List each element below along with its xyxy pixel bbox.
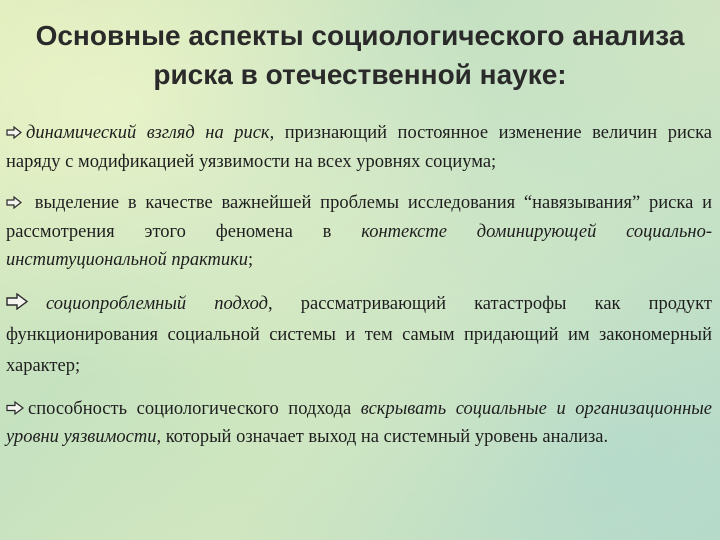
- bullet-1-part-2: , признающий постоянное изменение величин риска наряду с модификацией уязвимости на всех уровнях социума;: [6, 123, 712, 172]
- bullet-list: [6, 119, 712, 452]
- bullet-item-imposed-risk: [6, 189, 712, 275]
- bullet-1-part-1: динамический взгляд на риск: [26, 123, 270, 143]
- bullet-3-part-2: , рассматривающий катастрофы как продукт функционирования социальной системы и тем самым придающий им закономерный характер;: [6, 293, 712, 376]
- slide-title: [10, 16, 710, 94]
- bullet-2-part-3: ;: [248, 250, 254, 270]
- hollow-arrow-right-icon: [6, 196, 22, 209]
- hollow-arrow-right-icon: [6, 293, 28, 310]
- bullet-item-sociological-capacity: [6, 395, 712, 452]
- hollow-arrow-right-icon: [6, 401, 24, 415]
- bullet-2-part-1: выделение в качестве важнейшей проблемы исследования “навязывания” риска и рассмотрения этого феномена в: [6, 193, 712, 242]
- bullet-4-part-2: вскрывать социальные и организационные уровни уязвимости: [6, 398, 712, 447]
- hollow-arrow-right-icon: [6, 126, 22, 139]
- slide-title-line-2: риска в отечественной науке:: [153, 59, 567, 90]
- bullet-4-part-1: способность социологического подхода: [28, 398, 361, 419]
- bullet-2-part-2: контексте доминирующей социально-институциональной практики: [6, 221, 712, 270]
- bullet-3-part-1: социопроблемный подход: [46, 293, 268, 314]
- bullet-item-dynamic-view: [6, 119, 712, 176]
- bullet-4-part-3: , который означает выход на системный уровень анализа.: [156, 427, 609, 447]
- slide-title-line-1: Основные аспекты социологического анализа: [35, 20, 685, 51]
- bullet-item-socioproblem-approach: [6, 289, 712, 382]
